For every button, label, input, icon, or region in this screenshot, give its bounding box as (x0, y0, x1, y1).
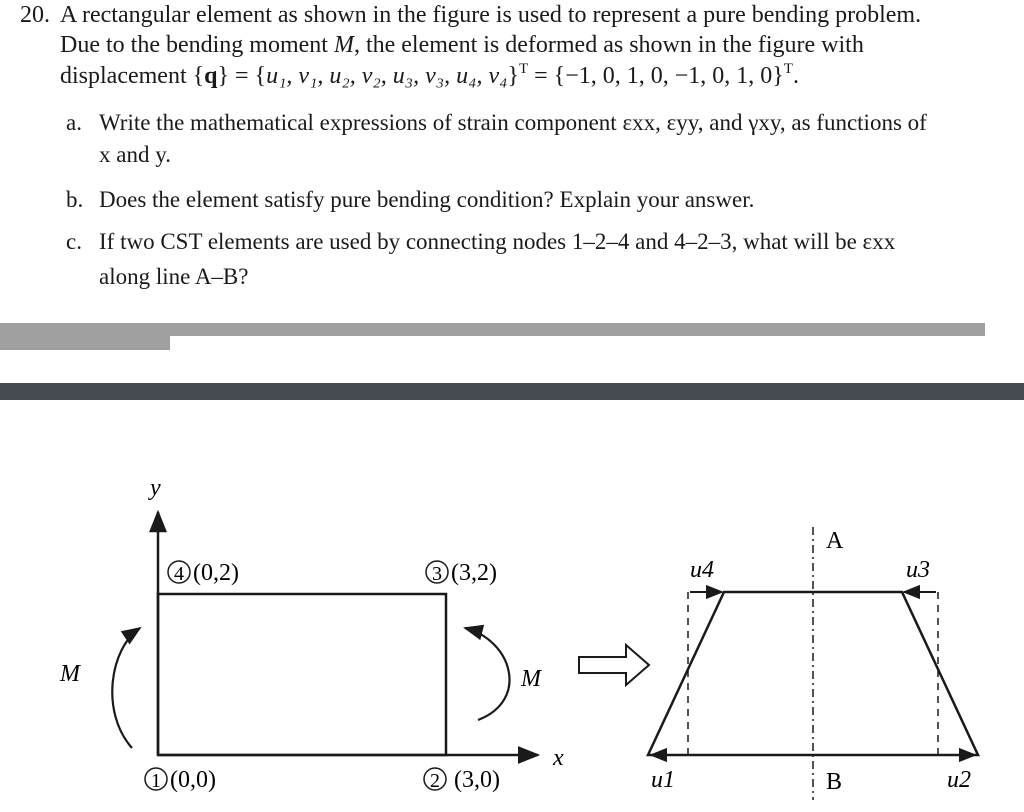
u4-label: u4 (690, 557, 714, 583)
label-a: A (826, 528, 844, 554)
problem-number: 20. (20, 2, 50, 28)
moment-label-left: M (60, 661, 80, 687)
x-axis-label: x (553, 745, 564, 771)
u2-label: u2 (947, 767, 971, 793)
separator-bar-light (0, 323, 985, 336)
moment-arrow-right (465, 628, 510, 720)
node-4-id: 4 (174, 563, 184, 585)
node-3-coord: (3,2) (451, 560, 497, 586)
rectangular-element (158, 594, 446, 755)
problem-line-2: Due to the bending moment M, the element is deformed as shown in the figure with (60, 32, 864, 58)
node-3-id: 3 (432, 563, 442, 585)
problem-line-3: displacement {q} = {u₁, v₁, u₂, v₂, u₃, v₃, u₄, v₄}$^T$ = {−1, 0, 1, 0, −1, 0, 1, 0}$^T$. (60, 61, 799, 89)
moment-arrow-left (112, 628, 140, 748)
deformation-arrow (579, 645, 649, 685)
separator-bar-dark (0, 383, 1024, 400)
label-b: B (826, 769, 843, 795)
node-1-id: 1 (151, 770, 161, 792)
node-2-coord: (3,0) (454, 767, 500, 793)
u3-label: u3 (906, 557, 930, 583)
separator-bar-light-step (0, 336, 170, 350)
u1-label: u1 (651, 767, 675, 793)
figure (0, 460, 1024, 812)
problem-line-1: A rectangular element as shown in the figure is used to represent a pure bending problem. (60, 2, 922, 28)
node-2-id: 2 (430, 770, 440, 792)
node-4-coord: (0,2) (193, 560, 239, 586)
y-axis-label: y (150, 475, 161, 501)
moment-label-right: M (521, 666, 541, 692)
node-1-coord: (0,0) (170, 767, 216, 793)
